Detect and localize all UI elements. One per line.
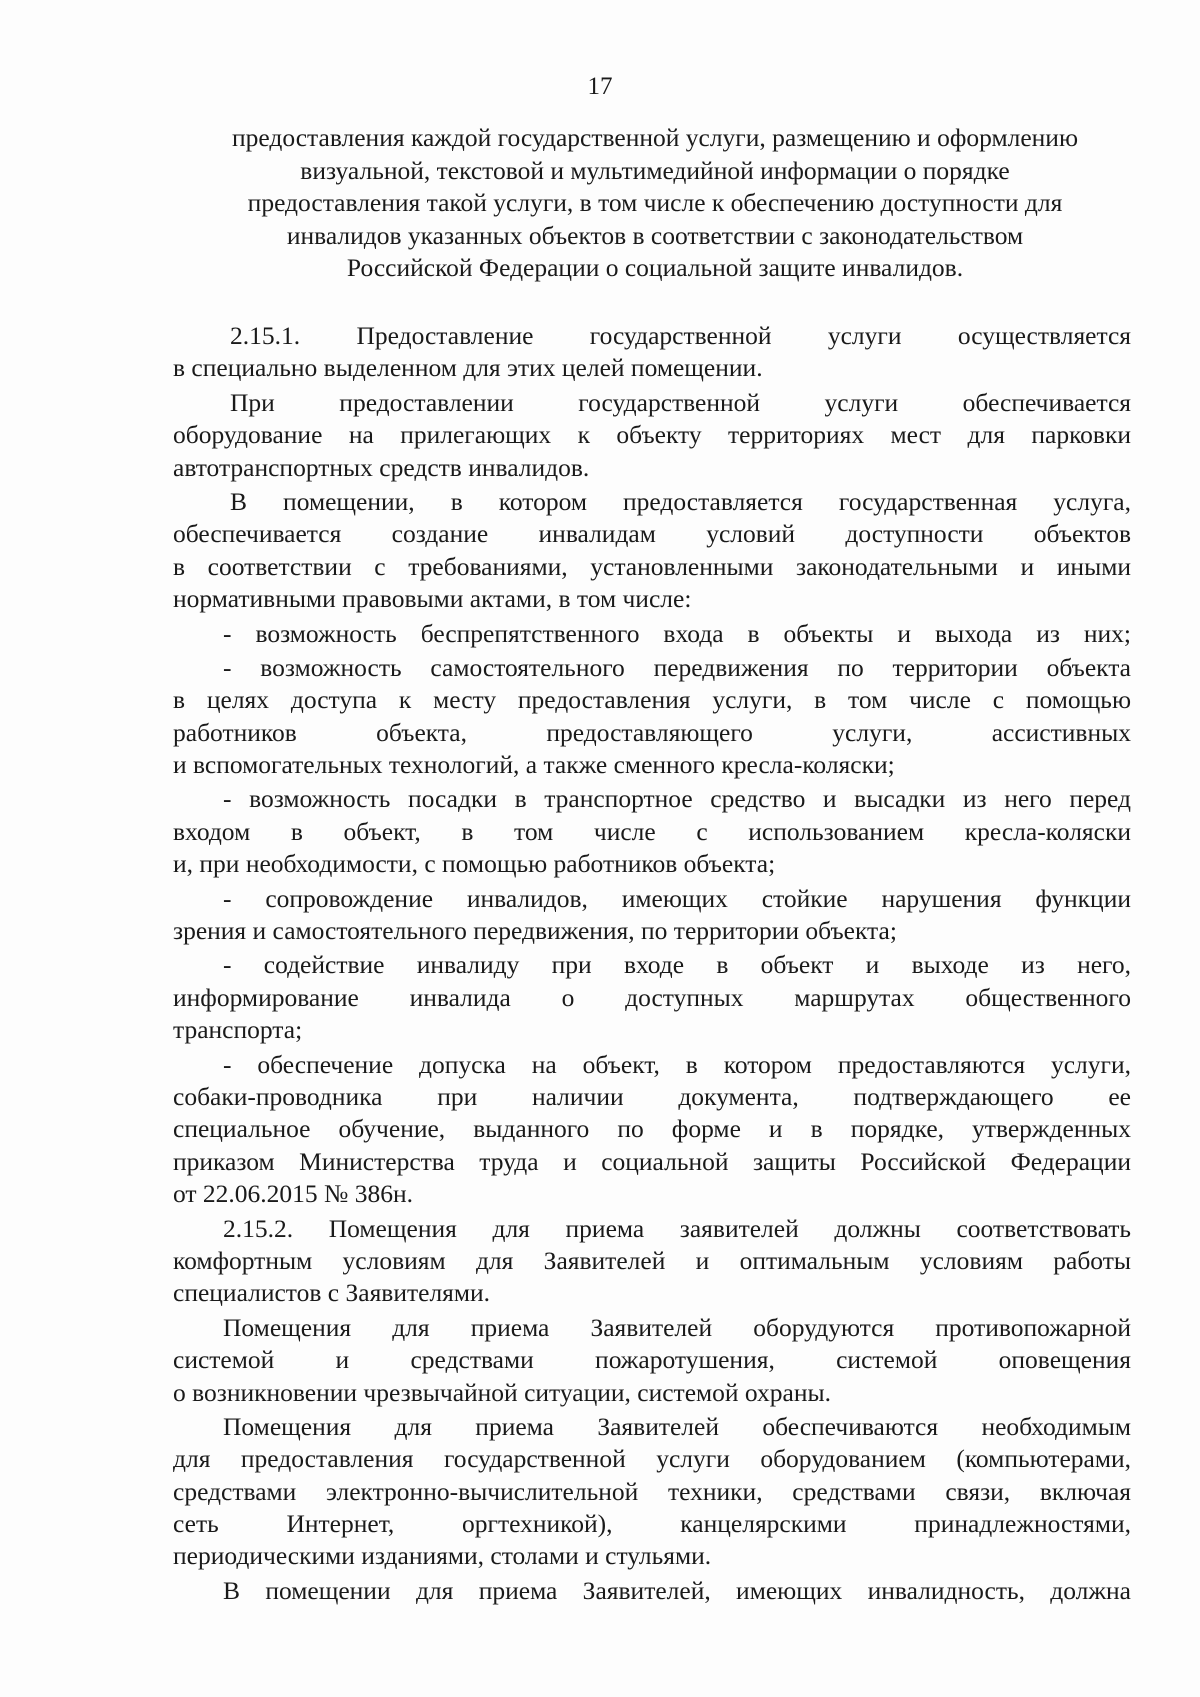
text-line: специальное обучение, выданного по форме и в порядке, утвержденных <box>173 1114 1131 1144</box>
text-line: в соответствии с требованиями, установленными законодательными и иными <box>173 551 1131 581</box>
text-line: работников объекта, предоставляющего услуги, ассистивных <box>173 717 1131 747</box>
text-line: в целях доступа к месту предоставления услуги, в том числе с помощью <box>173 685 1131 715</box>
text-line: нормативными правовыми актами, в том числе: <box>173 584 692 614</box>
text-line: автотранспортных средств инвалидов. <box>173 452 590 482</box>
text-line: В помещении для приема Заявителей, имеющих инвалидность, должна <box>223 1575 1131 1605</box>
paragraph-2-15-2 <box>173 1213 1131 1310</box>
text-line: от 22.06.2015 № 386н. <box>173 1179 414 1209</box>
text-line: транспорта; <box>173 1015 303 1045</box>
text-line: информирование инвалида о доступных маршрутах общественного <box>173 982 1131 1012</box>
text-line: Помещения для приема Заявителей оборудуются противопожарной <box>223 1312 1131 1342</box>
text-line: обеспечивается создание инвалидам условий доступности объектов <box>173 519 1131 549</box>
text-line: сеть Интернет, оргтехникой), канцелярскими принадлежностями, <box>173 1509 1131 1539</box>
list-item-assistance <box>173 949 1131 1046</box>
paragraph-2-15-1 <box>173 320 1131 385</box>
text-line: При предоставлении государственной услуги обеспечивается <box>230 387 1131 417</box>
text-line: - сопровождение инвалидов, имеющих стойкие нарушения функции <box>223 883 1131 913</box>
list-item-boarding <box>173 783 1131 880</box>
text-line: зрения и самостоятельного передвижения, по территории объекта; <box>173 916 897 946</box>
page-number: 17 <box>587 73 613 100</box>
heading-line: визуальной, текстовой и мультимедийной информации о порядке <box>300 155 1010 185</box>
text-line: и, при необходимости, с помощью работников объекта; <box>173 849 776 879</box>
paragraph-parking <box>173 387 1131 484</box>
paragraph-fire-safety <box>173 1312 1131 1409</box>
text-line: оборудование на прилегающих к объекту территориях мест для парковки <box>173 420 1131 450</box>
heading-line: Российской Федерации о социальной защите инвалидов. <box>346 253 964 282</box>
list-item-movement <box>173 652 1131 782</box>
text-line: в специально выделенном для этих целей помещении. <box>173 353 763 383</box>
text-line: - возможность посадки в транспортное средство и высадки из него перед <box>223 784 1131 814</box>
text-line: входом в объект, в том числе с использованием кресла-коляски <box>173 816 1131 846</box>
list-item-guide-dog <box>173 1049 1131 1211</box>
paragraph-equipment <box>173 1411 1131 1573</box>
text-line: - обеспечение допуска на объект, в котором предоставляются услуги, <box>223 1049 1131 1079</box>
text-line: приказом Министерства труда и социальной защиты Российской Федерации <box>173 1146 1131 1176</box>
text-line: комфортным условиям для Заявителей и оптимальным условиям работы <box>173 1245 1131 1275</box>
list-item-escort <box>173 883 1131 948</box>
text-line: о возникновении чрезвычайной ситуации, системой охраны. <box>173 1377 832 1407</box>
paragraph-accessibility <box>173 486 1131 616</box>
text-line: - содействие инвалиду при входе в объект и выходе из него, <box>223 950 1131 980</box>
text-line: специалистов с Заявителями. <box>173 1278 491 1308</box>
text-line: 2.15.2. Помещения для приема заявителей должны соответствовать <box>223 1213 1131 1243</box>
heading-line: инвалидов указанных объектов в соответствии с законодательством <box>286 220 1024 250</box>
text-line: - возможность самостоятельного передвижения по территории объекта <box>223 652 1131 682</box>
heading-line: предоставления каждой государственной услуги, размещению и оформлению <box>231 123 1078 152</box>
text-line: и вспомогательных технологий, а также сменного кресла-коляски; <box>173 750 895 780</box>
paragraph-disabled-reception <box>173 1575 1131 1607</box>
section-heading <box>175 122 1135 285</box>
heading-line: предоставления такой услуги, в том числе к обеспечению доступности для <box>247 188 1063 217</box>
text-line: - возможность беспрепятственного входа в объекты и выхода из них; <box>223 618 1131 648</box>
text-line: собаки-проводника при наличии документа, подтверждающего ее <box>173 1081 1131 1111</box>
text-line: В помещении, в котором предоставляется государственная услуга, <box>230 486 1131 516</box>
text-line: 2.15.1. Предоставление государственной услуги осуществляется <box>230 321 1131 350</box>
text-line: для предоставления государственной услуги оборудованием (компьютерами, <box>173 1444 1131 1474</box>
text-line: средствами электронно-вычислительной техники, средствами связи, включая <box>173 1476 1131 1506</box>
list-item-entry <box>173 618 1131 650</box>
body-text <box>173 320 1131 1609</box>
text-line: системой и средствами пожаротушения, системой оповещения <box>173 1345 1131 1375</box>
text-line: периодическими изданиями, столами и стульями. <box>173 1541 712 1571</box>
text-line: Помещения для приема Заявителей обеспечиваются необходимым <box>223 1411 1131 1441</box>
